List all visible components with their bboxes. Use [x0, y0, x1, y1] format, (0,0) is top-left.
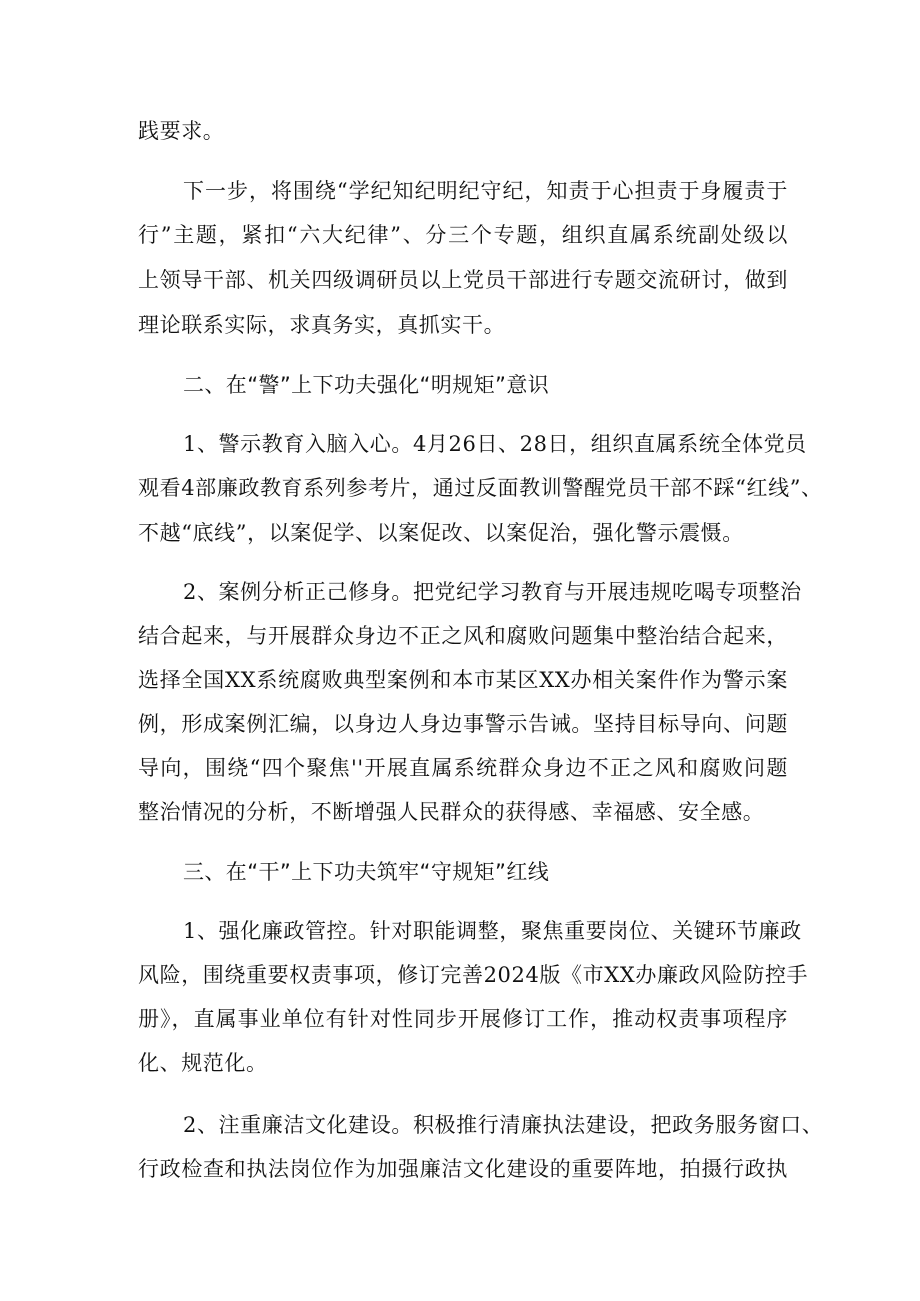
paragraph-line: 册》，直属事业单位有针对性同步开展修订工作，推动权责事项程序 — [138, 1007, 788, 1031]
paragraph-line: 践要求。 — [138, 119, 225, 143]
paragraph-line: 结合起来，与开展群众身边不正之风和腐败问题集中整治结合起来， — [138, 624, 788, 648]
paragraph-line: 理论联系实际，求真务实，真抓实干。 — [138, 313, 506, 337]
paragraph-line: 例，形成案例汇编，以身边人身边事警示告诫。坚持目标导向、问题 — [138, 712, 788, 736]
paragraph-line: 1、强化廉政管控。针对职能调整，聚焦重要岗位、关键环节廉政 — [183, 919, 802, 943]
paragraph-line: 化、规范化。 — [138, 1051, 268, 1075]
paragraph-line: 行”主题，紧扣“六大纪律”、分三个专题，组织直属系统副处级以 — [138, 223, 788, 247]
paragraph-line: 风险，围绕重要权责事项，修订完善2024版《市XX办廉政风险防控手 — [138, 963, 809, 987]
paragraph-line: 2、注重廉洁文化建设。积极推行清廉执法建设，把政务服务窗口、 — [183, 1113, 824, 1137]
paragraph-line: 选择全国XX系统腐败典型案例和本市某区XX办相关案件作为警示案 — [138, 668, 788, 692]
paragraph-line: 导向，围绕“四个聚焦''开展直属系统群众身边不正之风和腐败问题 — [138, 756, 788, 780]
paragraph-line: 1、警示教育入脑入心。4月26日、28日，组织直属系统全体党员 — [183, 432, 807, 456]
section-heading: 三、在“干”上下功夫筑牢“守规矩”红线 — [183, 860, 550, 884]
paragraph-line: 不越“底线”，以案促学、以案促改、以案促治，强化警示震慑。 — [138, 521, 744, 545]
section-heading: 二、在“警”上下功夫强化“明规矩”意识 — [183, 373, 550, 397]
paragraph-line: 整治情况的分析，不断增强人民群众的获得感、幸福感、安全感。 — [138, 800, 765, 824]
paragraph-line: 行政检查和执法岗位作为加强廉洁文化建设的重要阵地，拍摄行政执 — [138, 1157, 788, 1181]
paragraph-line: 观看4部廉政教育系列参考片，通过反面教训警醒党员干部不踩“红线”、 — [138, 476, 823, 500]
paragraph-line: 下一步，将围绕“学纪知纪明纪守纪，知责于心担责于身履责于 — [183, 179, 788, 203]
paragraph-line: 上领导干部、机关四级调研员以上党员干部进行专题交流研讨，做到 — [138, 268, 788, 292]
paragraph-line: 2、案例分析正己修身。把党纪学习教育与开展违规吃喝专项整治 — [183, 580, 802, 604]
